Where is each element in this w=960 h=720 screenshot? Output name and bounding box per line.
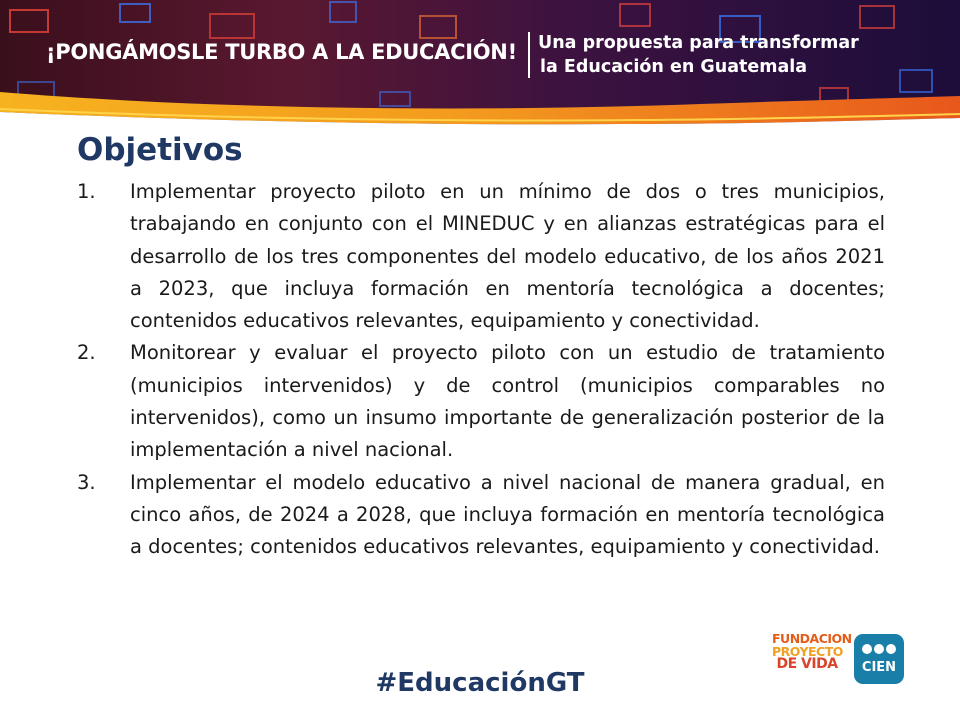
header-subtitle-line1: Una propuesta para transformar [538,33,859,53]
objective-number: 1. [77,180,96,203]
objective-item [77,337,885,466]
header-divider [528,32,530,78]
objective-text: Implementar proyecto piloto en un mínimo de dos o tres municipios, trabajando en conjunto con el MINEDUC y en alianzas estratégicas para el desarrollo de los tres componentes del modelo educativo, de los años 2021 a 2023, que incluya formación en mentoría tecnológica a docentes; contenidos educativos relevantes, equipamiento y conectividad. [130,180,885,333]
campaign-slogan: ¡PONGÁMOSLE TURBO A LA EDUCACIÓN! [46,40,517,64]
objective-item [77,176,885,337]
fundacion-proyecto-de-vida-logo [772,631,852,686]
header-subtitle [538,31,859,79]
cien-logo [854,634,904,684]
objective-text: Monitorear y evaluar el proyecto piloto con un estudio de tratamiento (municipios intervenidos) y de control (municipios comparables no intervenidos), como un insumo importante de generalización posterior de la implementación a nivel nacional. [130,341,885,462]
objective-number: 3. [77,470,96,494]
objectives-list [77,176,885,564]
objective-text: Implementar el modelo educativo a nivel nacional de manera gradual, en cinco años, de 2024 a 2028, que incluya formación en mentoría tecnológica a docentes; contenidos educativos relevantes, equipamiento y conectividad. [130,470,885,559]
logo-fpv-line3: DE VIDA [776,656,838,672]
objective-item [77,467,885,564]
logo-fpv-line1: FUNDACION [772,631,852,646]
cien-label: CIEN [861,660,897,675]
hashtag: #EducaciónGT [375,668,585,698]
header-banner [0,0,960,140]
objective-number: 2. [77,341,96,365]
cien-dots-icon [862,643,896,655]
page-title: Objetivos [77,132,243,168]
header-subtitle-line2: la Educación en Guatemala [540,57,808,77]
logo-fpv-line2: PROYECTO [772,644,843,659]
